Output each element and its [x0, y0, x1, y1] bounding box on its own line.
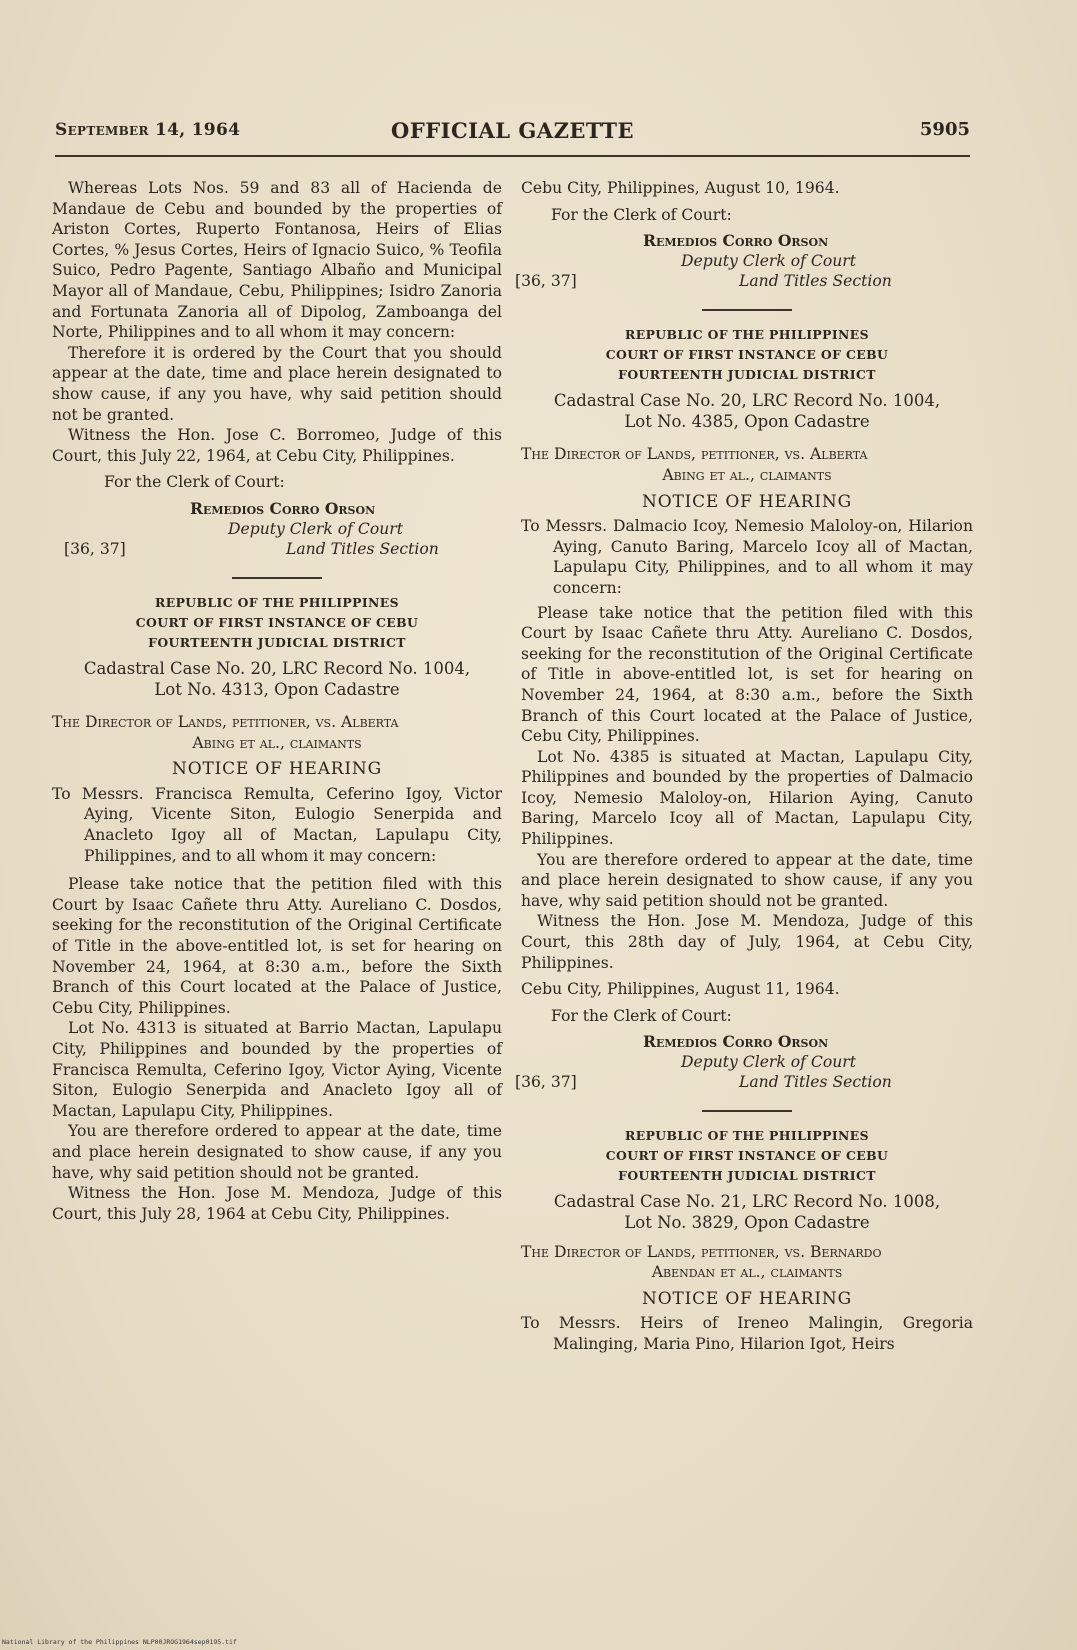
addressees: To Messrs. Francisca Remulta, Ceferino Igoy, Victor Aying, Vicente Siton, Eulogio Senerpida and Anacleto Igoy all of Mactan, Lapulapu City, Philippines, and to all whom it may concern:	[52, 784, 502, 865]
issue-reference-2: [36, 37]	[515, 1073, 577, 1092]
notice-paragraph-2: Lot No. 4313 is situated at Barrio Mactan, Lapulapu City, Philippines and bounded by the properties of Francisca Remulta, Ceferino Igoy, Victor Aying, Vicente Siton, Eulogio Senerpida and Anacleto Igoy all of Mactan, Lapulapu City, Philippines.	[52, 1019, 502, 1120]
notice-paragraph-3: You are therefore ordered to appear at the date, time and place herein designated to show cause, if any you have, why said petition should not be granted.	[52, 1122, 502, 1182]
notice-heading-1: NOTICE OF HEARING	[642, 491, 852, 512]
whereas-paragraph: Whereas Lots Nos. 59 and 83 all of Hacienda de Mandaue de Cebu and bounded by the properties of Ariston Cortes, Ruperto Fontanosa, Heirs of Elias Cortes, % Jesus Cortes, Heirs of Ignacio Suico, % Teofila Suico, Pedro Pagente, Santiago Albaño and Municipal Mayor all of Mandaue, Cebu, Philippines; Isidro Zanoria and Fortunata Zanoria all of Dipolog, Zamboanga del Norte, Philippines and to all whom it may concern:	[52, 179, 502, 342]
notice-paragraph-1: Please take notice that the petition filed with this Court by Isaac Cañete thru Atty. Aureliano C. Dosdos, seeking for the reconstitution of the Original Certificate of Title in the above-entitled lot, is set for hearing on November 24, 1964, at 8:30 a.m., before the Sixth Branch of this Court located at the Palace of Justice, Cebu City, Philippines.	[52, 875, 502, 1017]
addressees-1: To Messrs. Dalmacio Icoy, Nemesio Maloloy-on, Hilarion Aying, Canuto Baring, Marcelo Icoy all of Mactan, Lapulapu City, Philippines, and to all whom it may concern:	[521, 517, 973, 597]
signature-block-1	[515, 231, 973, 293]
case-line-2-right: Lot No. 4385, Opon Cadastre	[624, 411, 870, 431]
section-divider-1	[702, 309, 792, 311]
notice-paragraph-2-right: Lot No. 4385 is situated at Mactan, Lapulapu City, Philippines and bounded by the properties of Dalmacio Icoy, Nemesio Maloloy-on, Hilarion Aying, Canuto Baring, Marcelo Icoy all of Mactan, Lapulapu City, Philippines.	[521, 747, 973, 849]
scan-footer: National Library of the Philippines NLP00JROG1964sep0195.tif	[2, 1638, 237, 1646]
caption-republic: REPUBLIC OF THE PHILIPPINES	[155, 594, 399, 610]
signatory-title: Deputy Clerk of Court	[228, 519, 403, 538]
notice-paragraph-1-right: Please take notice that the petition filed with this Court by Isaac Cañete thru Atty. Aureliano C. Dosdos, seeking for the reconstitution of the Original Certificate of Title in above-entitled lot, is set for hearing on November 24, 1964, at 8:30 a.m., before the Sixth Branch of this Court located at the Palace of Justice, Cebu City, Philippines.	[521, 603, 973, 746]
for-clerk-line-2: For the Clerk of Court:	[551, 1006, 732, 1025]
case-line-1-right: Cadastral Case No. 20, LRC Record No. 1004,	[553, 391, 941, 411]
issue-reference-1: [36, 37]	[515, 272, 577, 291]
director-line-1-right: The Director of Lands, petitioner, vs. Alberta	[521, 445, 868, 464]
signatory-name-2: Remedios Corro Orson	[643, 1032, 829, 1052]
caption-court-1: COURT OF FIRST INSTANCE OF CEBU	[605, 347, 889, 363]
addressees-2: To Messrs. Heirs of Ireneo Malingin, Gregoria Malinging, Maria Pino, Hilarion Igot, Heirs	[521, 1314, 973, 1353]
signature-block	[52, 499, 502, 561]
director2-line-2: Abendan et al., claimants	[651, 1263, 843, 1282]
caption-district-2: FOURTEENTH JUDICIAL DISTRICT	[618, 1168, 876, 1184]
therefore-paragraph: Therefore it is ordered by the Court that you should appear at the date, time and place herein designated to show cause, if any you have, why said petition should not be granted.	[52, 343, 502, 424]
caption-district: FOURTEENTH JUDICIAL DISTRICT	[148, 634, 406, 650]
notice-paragraph-4-right: Witness the Hon. Jose M. Mendoza, Judge of this Court, this 28th day of July, 1964, at Cebu City, Philippines.	[521, 912, 973, 972]
issue-reference: [36, 37]	[64, 539, 126, 558]
caption-republic-2: REPUBLIC OF THE PHILIPPINES	[625, 1128, 869, 1144]
caption-court: COURT OF FIRST INSTANCE OF CEBU	[135, 614, 419, 630]
section-divider-2	[702, 1110, 792, 1112]
signatory-section-2: Land Titles Section	[739, 1073, 892, 1092]
for-clerk-line-1: For the Clerk of Court:	[551, 205, 732, 224]
case-line-1: Cadastral Case No. 20, LRC Record No. 1004,	[83, 658, 471, 678]
director-line-1: The Director of Lands, petitioner, vs. Alberta	[52, 713, 399, 732]
case2-line-2: Lot No. 3829, Opon Cadastre	[624, 1213, 870, 1232]
page-number: 5905	[919, 119, 970, 140]
page-header	[55, 118, 970, 148]
signatory-section: Land Titles Section	[286, 539, 439, 558]
dateline-2: Cebu City, Philippines, August 11, 1964.	[521, 980, 840, 999]
signature-block-2	[515, 1032, 973, 1094]
notice-paragraph-4: Witness the Hon. Jose M. Mendoza, Judge of this Court, this July 28, 1964 at Cebu City, Philippines.	[52, 1184, 502, 1223]
notice-paragraph-3-right: You are therefore ordered to appear at the date, time and place herein designated to show cause, if any you have, why said petition should not be granted.	[521, 850, 973, 910]
notice-heading-2: NOTICE OF HEARING	[642, 1288, 852, 1309]
signatory-section-1: Land Titles Section	[739, 272, 892, 291]
signatory-name-1: Remedios Corro Orson	[643, 231, 829, 251]
director-line-2: Abing et al., claimants	[192, 733, 362, 752]
director2-line-1: The Director of Lands, petitioner, vs. Bernardo	[521, 1242, 882, 1261]
header-rule	[55, 155, 970, 157]
signatory-title-2: Deputy Clerk of Court	[681, 1053, 856, 1072]
right-column	[515, 178, 973, 1355]
caption-court-2: COURT OF FIRST INSTANCE OF CEBU	[605, 1148, 889, 1164]
publication-title: OFFICIAL GAZETTE	[391, 118, 634, 143]
case-title	[52, 704, 502, 753]
case-title-2	[521, 1238, 973, 1283]
section-divider	[232, 577, 322, 579]
notice-heading: NOTICE OF HEARING	[172, 759, 382, 780]
caption-republic-1: REPUBLIC OF THE PHILIPPINES	[625, 327, 869, 343]
signatory-title-1: Deputy Clerk of Court	[681, 252, 856, 271]
case-line-2: Lot No. 4313, Opon Cadastre	[154, 679, 400, 699]
case2-line-1: Cadastral Case No. 21, LRC Record No. 1008,	[553, 1192, 941, 1212]
signatory-name: Remedios Corro Orson	[190, 498, 376, 518]
for-clerk-line: For the Clerk of Court:	[104, 473, 285, 492]
caption-district-1: FOURTEENTH JUDICIAL DISTRICT	[618, 367, 876, 383]
left-column	[52, 178, 502, 1224]
dateline-1: Cebu City, Philippines, August 10, 1964.	[521, 179, 840, 197]
case-title-1	[521, 436, 973, 485]
director-line-2-right: Abing et al., claimants	[662, 465, 832, 484]
issue-date: September 14, 1964	[55, 120, 241, 140]
witness-paragraph: Witness the Hon. Jose C. Borromeo, Judge of this Court, this July 22, 1964, at Cebu City, Philippines.	[52, 426, 502, 465]
